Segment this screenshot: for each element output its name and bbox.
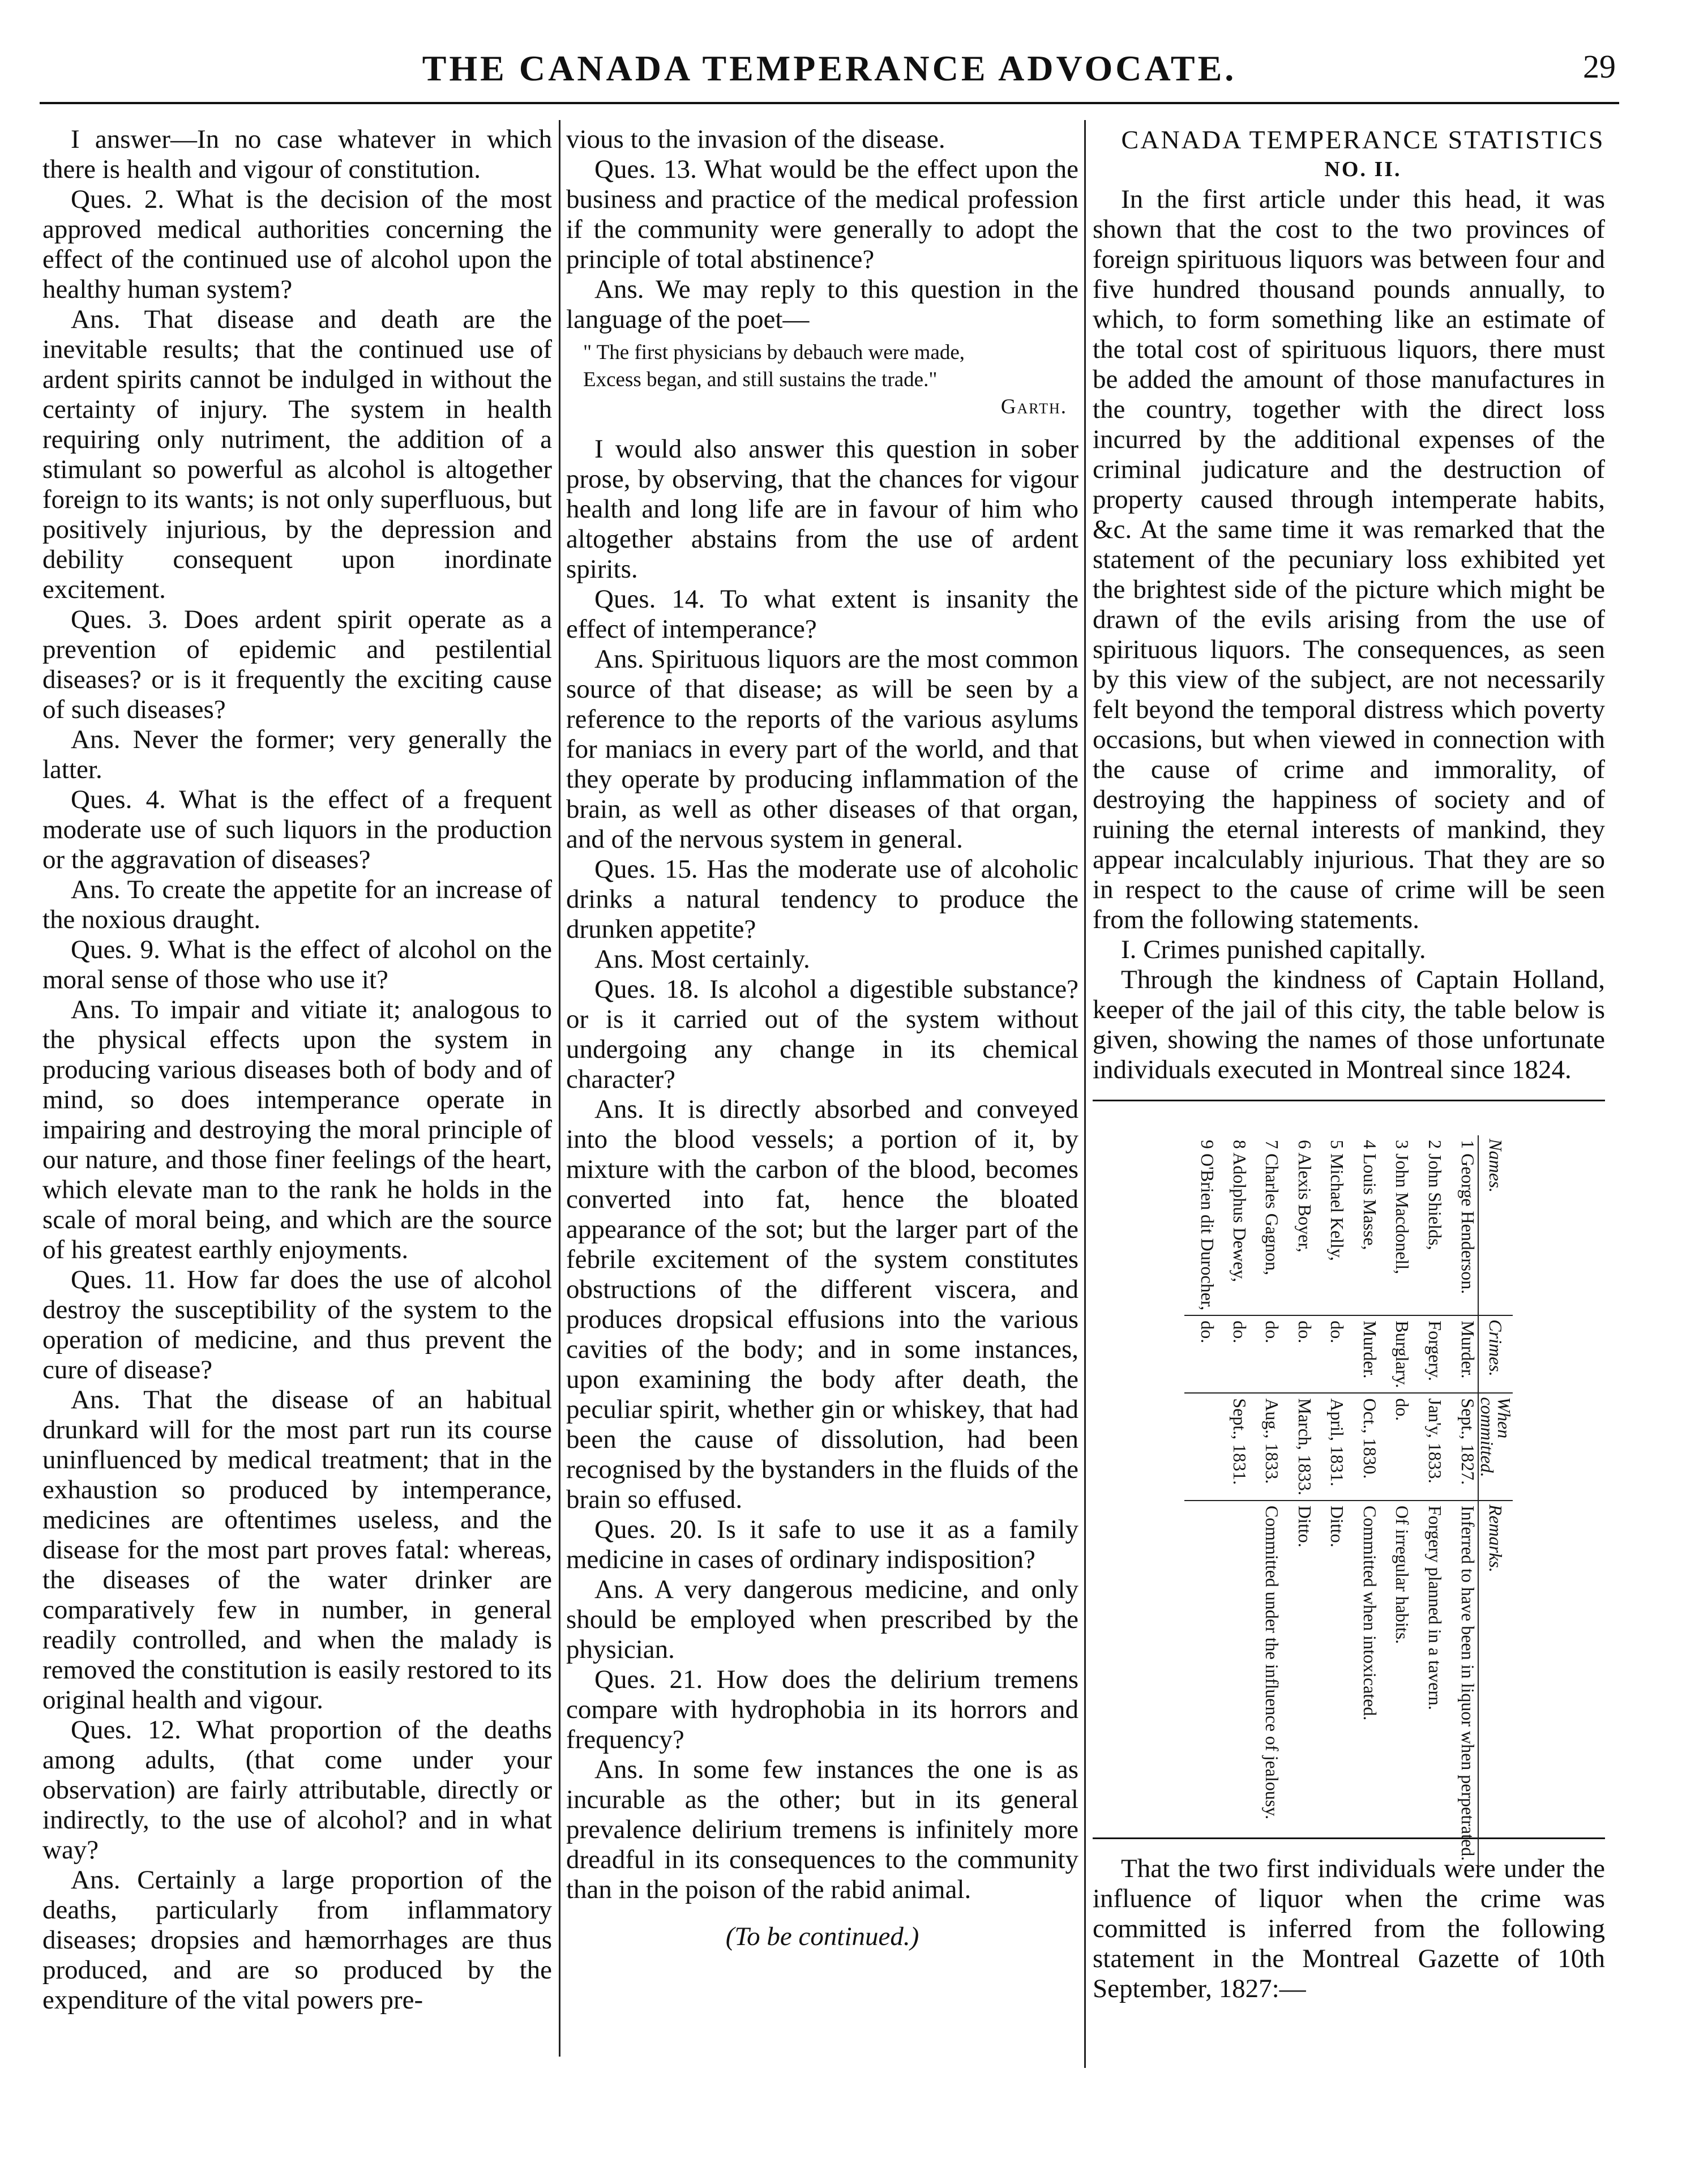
page-number: 29 <box>1583 48 1616 85</box>
table-cell: do. <box>1249 1315 1282 1393</box>
question: Ques. 12. What proportion of the deaths among adults, (that come under your observation) are fairly attributable, directly or indirectly, to the use of alcohol? and in what way? <box>42 1715 552 1865</box>
table-row <box>1282 1135 1315 1865</box>
table-cell: Forgery. <box>1412 1315 1444 1393</box>
table-cell: Murder. <box>1347 1315 1379 1393</box>
poem-author: Garth. <box>1000 395 1067 418</box>
paragraph: That the two first individuals were under the influence of liquor when the crime was committed is inferred from the following statement in the Montreal Gazette of 10th September, 1827:— <box>1093 1854 1605 2003</box>
table-cell: 4 Louis Masse, <box>1359 1140 1380 1250</box>
paragraph: Through the kindness of Captain Holland, keeper of the jail of this city, the table below is given, showing the names of those unfortunate individuals executed in Montreal since 1824. <box>1093 965 1605 1084</box>
table-cell: Murder. <box>1445 1315 1478 1393</box>
table-cell: Ditto. <box>1315 1501 1347 1865</box>
answer: Ans. To impair and vitiate it; analogous to the physical effects upon the system in producing various diseases both of body and of mind, so does intemperance operate in impairing and destroying the moral principle of our nature, and those finer feelings of the heart, which elevate man to the rank he holds in the scale of moral being, and which are the source of his greatest earthly enjoyments. <box>42 995 552 1264</box>
executions-table <box>1184 1135 1514 1861</box>
paragraph: vious to the invasion of the disease. <box>566 125 945 154</box>
table-header-when: When committed. <box>1478 1393 1513 1501</box>
question: Ques. 9. What is the effect of alcohol on the moral sense of those who use it? <box>42 935 552 994</box>
question: Ques. 15. Has the moderate use of alcoholic drinks a natural tendency to produce the drunken appetite? <box>566 854 1078 944</box>
question: Ques. 21. How does the delirium tremens compare with hydrophobia in its horrors and frequency? <box>566 1665 1078 1754</box>
header-rule <box>40 102 1619 104</box>
poem-line: " The first physicians by debauch were made, <box>583 341 965 364</box>
table-row <box>1249 1135 1282 1865</box>
table-cell <box>1217 1501 1249 1865</box>
answer: Ans. A very dangerous medicine, and only should be employed when prescribed by the physician. <box>566 1575 1078 1664</box>
question: Ques. 18. Is alcohol a digestible substance? or is it carried out of the system without undergoing any change in its chemical character? <box>566 975 1078 1094</box>
table-cell: Committed when intoxicated. <box>1347 1501 1379 1865</box>
newspaper-title: THE CANADA TEMPERANCE ADVOCATE. <box>422 48 1237 88</box>
table-row <box>1412 1135 1444 1865</box>
column-middle <box>566 125 1078 1952</box>
table-row <box>1315 1135 1347 1865</box>
question: Ques. 2. What is the decision of the most approved medical authorities concerning the effect of the continued use of alcohol upon the healthy human system? <box>42 185 552 304</box>
table-cell: 8 Adolphus Dewey, <box>1230 1140 1251 1283</box>
table-header-remarks: Remarks. <box>1478 1501 1513 1865</box>
answer: Ans. In some few instances the one is as incurable as the other; but in its general prevalence delirium tremens is infinitely more dreadful in its consequences to the community than in the poison of the rabid animal. <box>566 1755 1078 1904</box>
table-cell: 9 O'Brien dit Durocher, <box>1197 1140 1218 1311</box>
table-cell: do. <box>1282 1315 1315 1393</box>
table-cell <box>1184 1501 1217 1865</box>
paragraph: I answer—In no case whatever in which there is health and vigour of constitution. <box>42 125 552 184</box>
answer: Ans. We may reply to this question in the language of the poet— <box>566 275 1078 334</box>
poem-quote <box>566 339 1078 421</box>
table-row <box>1217 1135 1249 1865</box>
question: Ques. 3. Does ardent spirit operate as a prevention of epidemic and pestilential diseases? or is it frequently the exciting cause of such diseases? <box>42 605 552 724</box>
column-right <box>1093 125 1605 2004</box>
column-left <box>42 125 552 2015</box>
answer: Ans. To create the appetite for an increase of the noxious draught. <box>42 875 552 934</box>
table-cell: 1 George Henderson. <box>1458 1140 1478 1294</box>
question: Ques. 13. What would be the effect upon the business and practice of the medical profession if the community were generally to adopt the principle of total abstinence? <box>566 155 1078 274</box>
answer: Ans. That disease and death are the inevitable results; that the continued use of ardent spirits cannot be indulged in without the certainty of injury. The system in health requiring only nutriment, the addition of a stimulant so powerful as alcohol is altogether foreign to its wants; is not only superfluous, but positively injurious, by the depression and debility consequent upon inordinate excitement. <box>42 305 552 604</box>
table-cell: April, 1831. <box>1315 1393 1347 1501</box>
executions-table-box <box>1093 1100 1605 1861</box>
table-cell: March, 1833. <box>1282 1393 1315 1501</box>
answer: Ans. Spirituous liquors are the most common source of that disease; as will be seen by a reference to the reports of the various asylums for maniacs in every part of the world, and that they operate by producing inflammation of the brain, as well as other diseases of that organ, and of the nervous system in general. <box>566 644 1078 854</box>
table-cell: Inferred to have been in liquor when perpetrated. <box>1445 1501 1478 1865</box>
table-cell <box>1184 1393 1217 1501</box>
question: Ques. 14. To what extent is insanity the effect of intemperance? <box>566 584 1078 644</box>
table-row <box>1445 1135 1478 1865</box>
table-header-crimes: Crimes. <box>1478 1315 1513 1393</box>
poem-line: Excess began, and still sustains the trade." <box>583 368 938 391</box>
question: Ques. 11. How far does the use of alcohol destroy the susceptibility of the system to the operation of medicine, and thus prevent the cure of disease? <box>42 1265 552 1384</box>
table-cell: Aug., 1833. <box>1249 1393 1282 1501</box>
question: Ques. 20. Is it safe to use it as a family medicine in cases of ordinary indisposition? <box>566 1515 1078 1574</box>
table-cell: Oct., 1830. <box>1347 1393 1379 1501</box>
table-cell: 6 Alexis Boyer, <box>1294 1140 1315 1253</box>
table-cell: Forgery planned in a tavern. <box>1412 1501 1444 1865</box>
table-cell: Of irregular habits. <box>1380 1501 1412 1865</box>
article-number: NO. II. <box>1324 157 1402 181</box>
answer: Ans. Never the former; very generally the latter. <box>42 725 552 784</box>
table-cell: Burglary. <box>1380 1315 1412 1393</box>
paragraph: I. Crimes punished capitally. <box>1121 935 1426 964</box>
article-heading: CANADA TEMPERANCE STATISTICS <box>1121 125 1605 154</box>
paragraph: In the first article under this head, it was shown that the cost to the two provinces of foreign spirituous liquors was between four and five hundred thousand pounds annually, to which, to form something like an estimate of the total cost of spirituous liquors, there must be added the amount of those manufactures in the country, together with the direct loss incurred by the additional expenses of the criminal judicature and the destruction of property caused through intemperate habits, &c. At the same time it was remarked that the statement of the pecuniary loss exhibited yet the brightest side of the picture which might be drawn of the evils arising from the use of spirituous liquors. The consequences, as seen by this view of the subject, are not necessarily felt beyond the temporal distress which poverty occasions, but when viewed in connection with the cause of crime and immorality, of destroying the happiness of society and of ruining the eternal interests of mankind, they appear incalculably injurious. That they are so in respect to the cause of crime will be seen from the following statements. <box>1093 185 1605 934</box>
table-cell: 2 John Shields, <box>1424 1140 1445 1250</box>
table-cell: 7 Charles Gagnon, <box>1262 1140 1283 1276</box>
table-cell: Sept., 1831. <box>1217 1393 1249 1501</box>
question: Ques. 4. What is the effect of a frequent moderate use of such liquors in the production or the aggravation of diseases? <box>42 785 552 874</box>
table-row <box>1347 1135 1379 1865</box>
table-cell: do. <box>1380 1393 1412 1501</box>
answer: Ans. That the disease of an habitual drunkard will for the most part run its course uninfluenced by medical treatment; that in the exhaustion so produced by intemperance, medicines are oftentimes useless, and the disease for the most part proves fatal: whereas, the diseases of the water drinker are comparatively few in number, in general readily controlled, and when the malady is removed the constitution is easily restored to its original health and vigour. <box>42 1385 552 1715</box>
answer: Ans. Most certainly. <box>594 944 810 974</box>
table-cell: Committed under the influence of jealousy. <box>1249 1501 1282 1865</box>
column-divider <box>559 120 560 2057</box>
table-header-names: Names. <box>1478 1135 1513 1315</box>
page-header <box>40 48 1619 110</box>
to-be-continued-text: (To be continued.) <box>725 1922 919 1951</box>
table-cell: Jan'y, 1833. <box>1412 1393 1444 1501</box>
column-divider <box>1084 120 1086 2068</box>
paragraph: I would also answer this question in sober prose, by observing, that the chances for vigour health and long life are in favour of him who altogether abstains from the use of ardent spirits. <box>566 434 1078 584</box>
table-cell: Sept., 1827. <box>1445 1393 1478 1501</box>
table-cell: Ditto. <box>1282 1501 1315 1865</box>
to-be-continued <box>566 1922 1078 1952</box>
table-cell: do. <box>1184 1315 1217 1393</box>
table-cell: 5 Michael Kelly, <box>1327 1140 1348 1261</box>
answer: Ans. It is directly absorbed and conveyed into the blood vessels; a portion of it, by mixture with the carbon of the blood, becomes converted into fat, hence the bloated appearance of the sot; but the larger part of the febrile excitement of the system constitutes obstructions of the different viscera, and produces dropsical effusions into the various cavities of the body; and in some instances, upon examining the body after death, the peculiar spirit, whether gin or whiskey, that had been the cause of dissolution, had been recognised by the bystanders in the fluids of the brain so effused. <box>566 1095 1078 1514</box>
table-row <box>1184 1135 1217 1865</box>
answer: Ans. Certainly a large proportion of the deaths, particularly from inflammatory diseases; dropsies and hæmorrhages are thus produced, and are so produced by the expenditure of the vital powers pre- <box>42 1865 552 2015</box>
table-row <box>1380 1135 1412 1865</box>
table-cell: do. <box>1315 1315 1347 1393</box>
table-cell: 3 John Macdonell, <box>1392 1140 1413 1275</box>
table-cell: do. <box>1217 1315 1249 1393</box>
